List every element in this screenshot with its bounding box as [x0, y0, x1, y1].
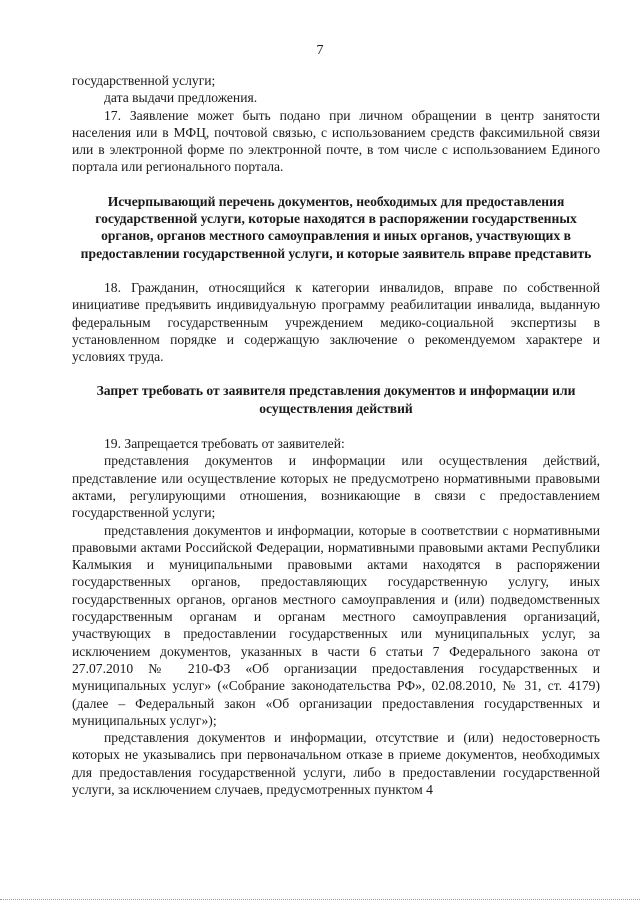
- section-heading-documents: Исчерпывающий перечень документов, необходимых для предоставления государственной услуги, которые находятся в распоряжении государственных органов, органов местного самоуправления и иных органов, участвующих в предоставлении государственной услуги, и которые заявитель вправе представить: [80, 193, 592, 261]
- paragraph-19-item-2: представления документов и информации, которые в соответствии с нормативными правовыми актами Российской Федерации, нормативными правовыми актами Республики Калмыкия и муниципальными правовыми актами находятся в распоряжении государственных органов, предоставляющих государственную услугу, иных государственных органов, органов местного самоуправления и (или) подведомственных государственным органам и органам местного самоуправления организаций, участвующих в предоставлении государственных или муниципальных услуг, за исключением документов, указанных в части 6 статьи 7 Федерального закона от 27.07.2010 № 210-ФЗ «Об организации предоставления государственных и муниципальных услуг» («Собрание законодательства РФ», 02.08.2010, № 31, ст. 4179) (далее – Федеральный закон «Об организации предоставления государственных и муниципальных услуг»);: [72, 522, 600, 728]
- paragraph-issue-date: дата выдачи предложения.: [104, 90, 258, 106]
- section-heading-prohibition: Запрет требовать от заявителя представления документов и информации или осуществления действий: [96, 383, 576, 416]
- paragraph-17: 17. Заявление может быть подано при личном обращении в центр занятости населения или в МФЦ, почтовой связью, с использованием средств факсимильной связи или в электронной форме по электронной почте, в том числе с использованием Единого портала или регионального портала.: [72, 107, 600, 175]
- paragraph-continuation: государственной услуги;: [72, 73, 216, 88]
- paragraph-19: 19. Запрещается требовать от заявителей:: [104, 436, 345, 452]
- paragraph-19-item-3: представления документов и информации, отсутствие и (или) недостоверность которых не указывались при первоначальном отказе в приеме документов, необходимых для предоставления государственной услуги, либо в предоставлении государственной услуги, за исключением случаев, предусмотренных пунктом 4: [72, 730, 600, 797]
- document-body: [72, 72, 600, 798]
- paragraph-18: 18. Гражданин, относящийся к категории инвалидов, вправе по собственной инициативе предъявить индивидуальную программу реабилитации инвалида, выданную федеральным государственным учреждением медико-социальной экспертизы в установленном порядке и содержащую заключение о рекомендуемом характере и условиях труда.: [72, 279, 600, 365]
- paragraph-19-item-1: представления документов и информации или осуществления действий, представление или осуществление которых не предусмотрено нормативными правовыми актами, регулирующими отношения, возникающие в связи с предоставлением государственной услуги;: [72, 453, 600, 521]
- page-number: 7: [316, 43, 324, 58]
- page-bottom-edge: [0, 899, 640, 900]
